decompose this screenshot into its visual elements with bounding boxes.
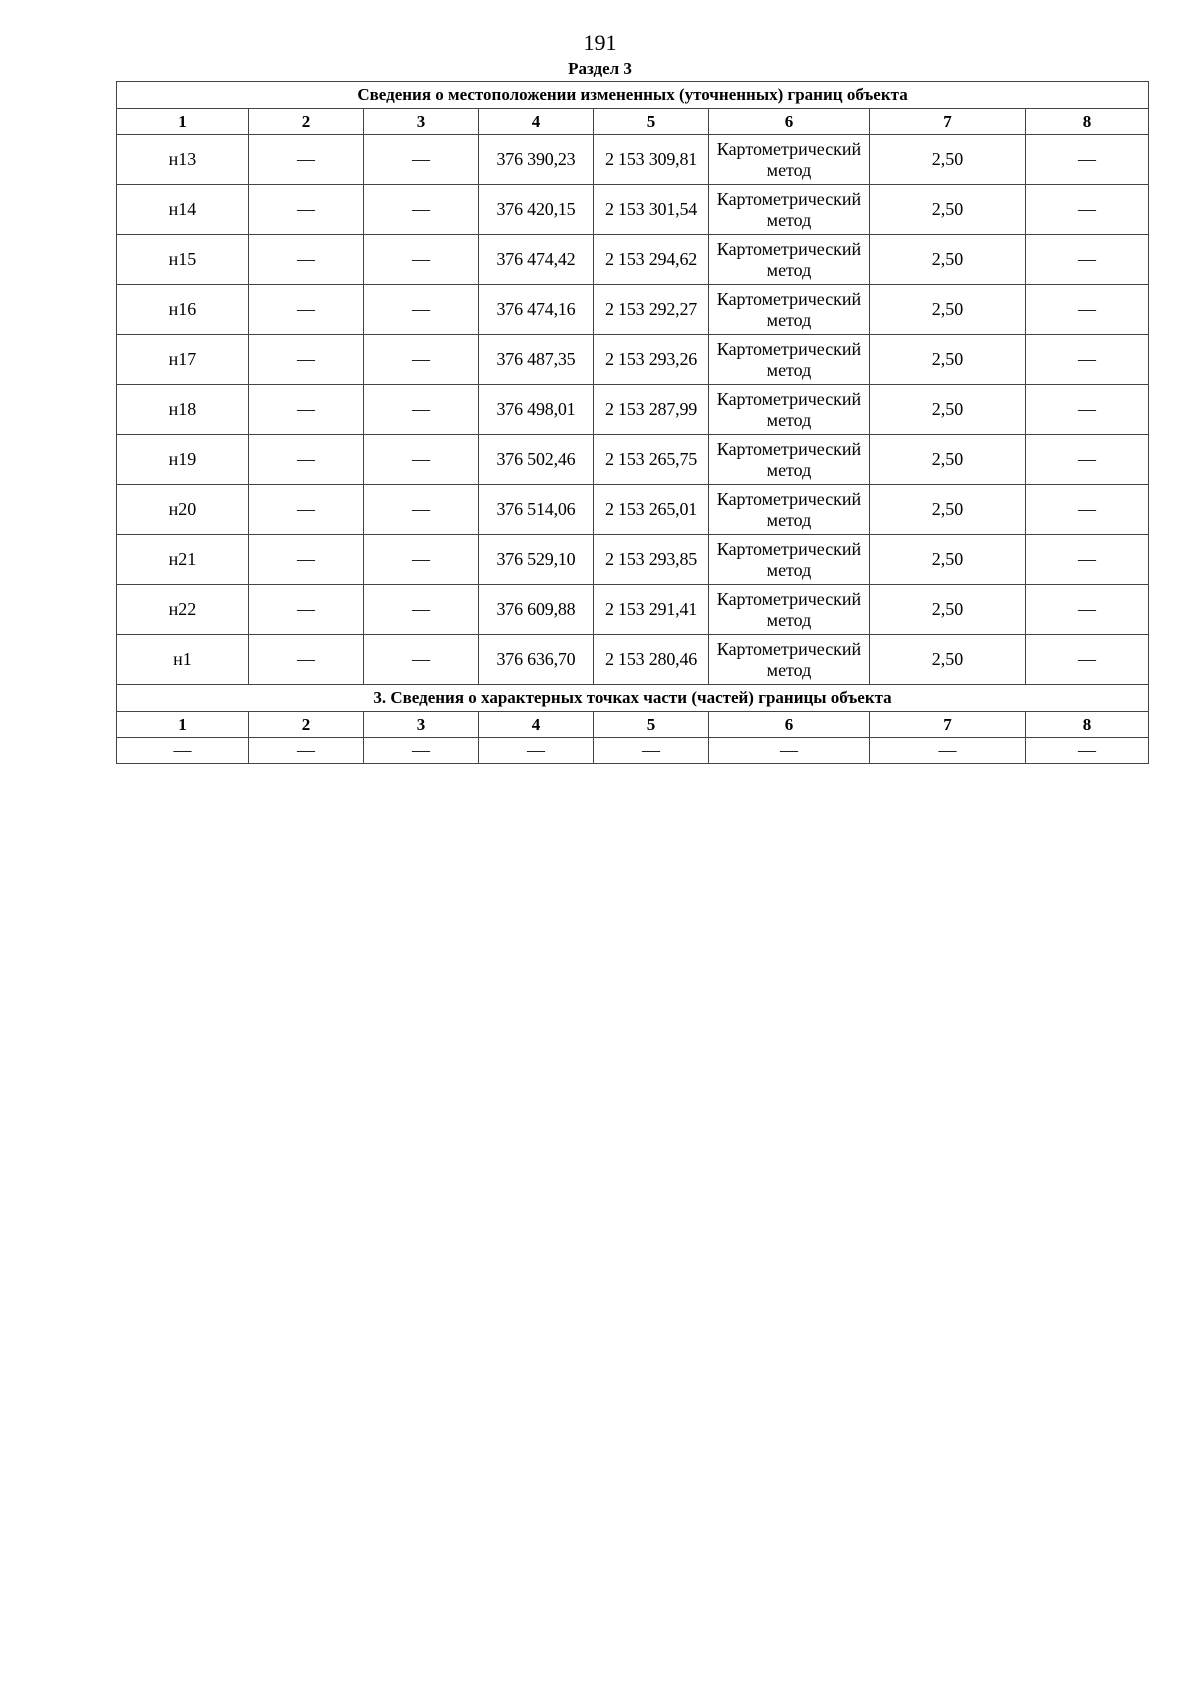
table-cell: 376 390,23 [479, 135, 594, 185]
table-cell: 2,50 [870, 435, 1026, 485]
table-cell: Картометрический метод [709, 435, 870, 485]
column-header: 5 [594, 109, 709, 135]
table-row [117, 335, 1149, 385]
page-number: 191 [583, 30, 617, 55]
table-cell: 2 153 280,46 [594, 635, 709, 685]
table-cell: н13 [117, 135, 249, 185]
table-cell: Картометрический метод [709, 185, 870, 235]
table-body [117, 82, 1149, 764]
table-cell: 2 153 291,41 [594, 585, 709, 635]
table-cell: — [364, 435, 479, 485]
table-cell: — [1026, 385, 1149, 435]
table-cell: — [1026, 285, 1149, 335]
table-cell: Картометрический метод [709, 635, 870, 685]
table-cell: Картометрический метод [709, 285, 870, 335]
table-cell: н22 [117, 585, 249, 635]
table-cell: — [249, 235, 364, 285]
table-row [117, 535, 1149, 585]
table-row [117, 135, 1149, 185]
table-cell: 2,50 [870, 335, 1026, 385]
table-cell: 2 153 292,27 [594, 285, 709, 335]
table-cell: 2,50 [870, 535, 1026, 585]
table-cell: н14 [117, 185, 249, 235]
table-cell: 376 487,35 [479, 335, 594, 385]
table-cell: — [249, 285, 364, 335]
column-header: 8 [1026, 109, 1149, 135]
table-cell: 2,50 [870, 485, 1026, 535]
table-cell: — [870, 738, 1026, 764]
table-cell: н19 [117, 435, 249, 485]
table-cell: 376 498,01 [479, 385, 594, 435]
table-cell: 2,50 [870, 185, 1026, 235]
table-cell: — [1026, 485, 1149, 535]
column-header: 4 [479, 109, 594, 135]
column-header: 8 [1026, 712, 1149, 738]
table-cell: — [364, 535, 479, 585]
table-cell: — [1026, 435, 1149, 485]
table-cell: 2,50 [870, 135, 1026, 185]
table-cell: н21 [117, 535, 249, 585]
table-cell: 2 153 265,75 [594, 435, 709, 485]
column-header: 2 [249, 109, 364, 135]
table-row [117, 285, 1149, 335]
table-cell: — [249, 185, 364, 235]
table-row [117, 435, 1149, 485]
table-cell: — [249, 435, 364, 485]
table-cell: 2,50 [870, 235, 1026, 285]
table-cell: — [364, 635, 479, 685]
table-cell: — [364, 135, 479, 185]
table-cell: — [1026, 535, 1149, 585]
table-cell: Картометрический метод [709, 235, 870, 285]
table-cell: Картометрический метод [709, 535, 870, 585]
table-cell: н16 [117, 285, 249, 335]
table-row [117, 385, 1149, 435]
column-header-row [117, 109, 1149, 135]
table-cell: — [249, 335, 364, 385]
section-title: Раздел 3 [568, 59, 632, 78]
table-cell: 2 153 294,62 [594, 235, 709, 285]
table-cell: 2 153 309,81 [594, 135, 709, 185]
table-title-row [117, 685, 1149, 712]
table-cell: — [1026, 185, 1149, 235]
column-header: 2 [249, 712, 364, 738]
table-cell: — [364, 285, 479, 335]
table-cell: н1 [117, 635, 249, 685]
table-cell: — [364, 738, 479, 764]
column-header-row [117, 712, 1149, 738]
table-cell: — [594, 738, 709, 764]
table-cell: — [117, 738, 249, 764]
table-cell: 376 636,70 [479, 635, 594, 685]
table-cell: — [364, 585, 479, 635]
table-cell: 2 153 265,01 [594, 485, 709, 535]
table-cell: Картометрический метод [709, 585, 870, 635]
table-row [117, 185, 1149, 235]
table-cell: 376 420,15 [479, 185, 594, 235]
table-cell: 2,50 [870, 385, 1026, 435]
table-cell: 2,50 [870, 635, 1026, 685]
column-header: 6 [709, 712, 870, 738]
table-cell: 376 529,10 [479, 535, 594, 585]
table-cell: Картометрический метод [709, 335, 870, 385]
table-row [117, 485, 1149, 535]
table-row [117, 585, 1149, 635]
table-cell: н18 [117, 385, 249, 435]
column-header: 6 [709, 109, 870, 135]
table-cell: н17 [117, 335, 249, 385]
column-header: 3 [364, 109, 479, 135]
column-header: 4 [479, 712, 594, 738]
table-cell: — [249, 585, 364, 635]
table-cell: 376 514,06 [479, 485, 594, 535]
table-cell: 2 153 293,85 [594, 535, 709, 585]
column-header: 3 [364, 712, 479, 738]
table-cell: — [1026, 585, 1149, 635]
table-cell: — [364, 485, 479, 535]
table-cell: — [364, 335, 479, 385]
table-cell: — [1026, 135, 1149, 185]
column-header: 5 [594, 712, 709, 738]
table-cell: 376 474,16 [479, 285, 594, 335]
table-cell: — [249, 385, 364, 435]
table-cell: 2 153 293,26 [594, 335, 709, 385]
boundary-points-table [116, 81, 1149, 764]
table-cell: — [1026, 738, 1149, 764]
table-cell: 376 609,88 [479, 585, 594, 635]
table-cell: — [364, 235, 479, 285]
table-cell: — [249, 738, 364, 764]
table-cell: — [364, 385, 479, 435]
table-cell: — [479, 738, 594, 764]
column-header: 7 [870, 109, 1026, 135]
table-cell: — [1026, 635, 1149, 685]
table-cell: — [1026, 335, 1149, 385]
table-cell: — [249, 535, 364, 585]
table-title: Сведения о местоположении измененных (уточненных) границ объекта [117, 82, 1149, 109]
table-cell: 2,50 [870, 285, 1026, 335]
column-header: 7 [870, 712, 1026, 738]
table-cell: — [709, 738, 870, 764]
table-row [117, 235, 1149, 285]
table-cell: 376 474,42 [479, 235, 594, 285]
column-header: 1 [117, 109, 249, 135]
table-cell: — [1026, 235, 1149, 285]
table-cell: — [249, 485, 364, 535]
table-cell: Картометрический метод [709, 385, 870, 435]
table-cell: 2 153 287,99 [594, 385, 709, 435]
table-cell: — [364, 185, 479, 235]
table-cell: — [249, 135, 364, 185]
table-cell: 2 153 301,54 [594, 185, 709, 235]
table-title: 3. Сведения о характерных точках части (частей) границы объекта [117, 685, 1149, 712]
table-cell: — [249, 635, 364, 685]
table-cell: Картометрический метод [709, 485, 870, 535]
table-cell: Картометрический метод [709, 135, 870, 185]
table-title-row [117, 82, 1149, 109]
table-cell: 376 502,46 [479, 435, 594, 485]
table-cell: 2,50 [870, 585, 1026, 635]
table-row [117, 738, 1149, 764]
column-header: 1 [117, 712, 249, 738]
table-cell: н20 [117, 485, 249, 535]
table-cell: н15 [117, 235, 249, 285]
table-row [117, 635, 1149, 685]
